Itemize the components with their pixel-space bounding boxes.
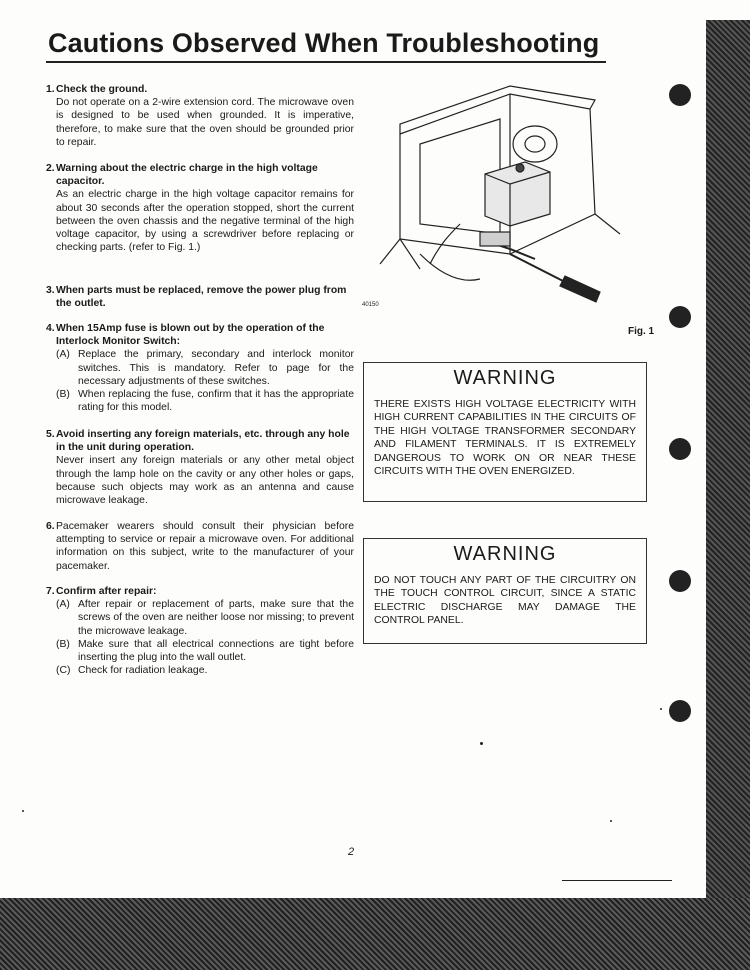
caution-item-5: [46, 428, 354, 507]
subitem-text: Replace the primary, secondary and interlock monitor switches. This is mandatory. Refer to page for the necessary adjustments of these switches.: [78, 349, 354, 387]
subitem-text: When replacing the fuse, confirm that it has the appropriate rating for this model.: [78, 389, 354, 414]
item-number: 5.: [46, 429, 55, 440]
warning-title: WARNING: [453, 367, 557, 389]
warning-title: WARNING: [453, 543, 557, 565]
screwdriver: [510, 254, 600, 302]
binder-hole: [669, 438, 691, 460]
item-number: 2.: [46, 163, 55, 174]
item-number: 4.: [46, 323, 55, 334]
item-heading: Check the ground.: [56, 84, 148, 95]
subitem: [56, 638, 354, 664]
scan-border-right: [706, 20, 750, 970]
item-number: 3.: [46, 285, 55, 296]
scan-speck: [480, 742, 483, 745]
caution-item-7: [46, 585, 354, 677]
item-heading: Avoid inserting any foreign materials, etc. through any hole in the unit during operation.: [56, 429, 350, 454]
subitem: [56, 598, 354, 638]
subitem-label: (A): [56, 599, 70, 611]
caution-item-3: [46, 284, 354, 310]
item-heading: Warning about the electric charge in the high voltage capacitor.: [56, 163, 318, 188]
item-body: As an electric charge in the high voltage capacitor remains for about 30 seconds after the operation stopped, short the current between the oven chassis and the negative terminal of the high voltage capacitor, by using a screwdriver before replacing or checking parts. (refer to Fig. 1.): [56, 189, 354, 254]
warning-box-high-voltage: [363, 362, 647, 502]
binder-hole: [669, 306, 691, 328]
subitem-label: (B): [56, 638, 70, 650]
item-heading: When parts must be replaced, remove the power plug from the outlet.: [56, 285, 347, 310]
warning-text: DO NOT TOUCH ANY PART OF THE CIRCUITRY ON THE TOUCH CONTROL CIRCUIT, SINCE A STATIC ELECTRIC DISCHARGE MAY DAMAGE THE CONTROL PANEL.: [374, 575, 636, 627]
scan-speck: [610, 820, 612, 822]
item-body: Pacemaker wearers should consult their physician before attempting to service or repair a microwave oven. For additional information on this subject, write to the manufacturer of your pacemaker.: [56, 521, 354, 572]
figure-caption: Fig. 1: [628, 326, 655, 337]
subitem-text: After repair or replacement of parts, make sure that the screws of the oven are neither loose nor missing; to prevent the microwave leakage.: [78, 599, 354, 637]
binder-hole: [669, 700, 691, 722]
scan-speck: [22, 810, 24, 812]
subitem-text: Make sure that all electrical connections are tight before inserting the plug into the wall outlet.: [78, 638, 354, 664]
subitem-label: (C): [56, 665, 71, 677]
item-heading: Confirm after repair:: [56, 586, 157, 597]
item-number: 1.: [46, 84, 55, 95]
warning-box-static: [363, 538, 647, 644]
page-number: 2: [348, 846, 355, 858]
subitem-text: Check for radiation leakage.: [78, 665, 208, 677]
scan-border-bottom: [0, 898, 750, 970]
capacitor-discharge-figure: [360, 64, 660, 326]
negative-terminal: [480, 232, 510, 246]
item-number: 6.: [46, 521, 55, 532]
caution-item-6: [46, 520, 354, 573]
subitem: [56, 348, 354, 388]
binder-hole: [669, 570, 691, 592]
caution-item-2: [46, 162, 354, 254]
warning-text: THERE EXISTS HIGH VOLTAGE ELECTRICITY WITH HIGH CURRENT CAPABILITIES IN THE CIRCUITS OF THE HIGH VOLTAGE TRANSFORMER SECONDARY AND FILAMENT TERMINALS. IT IS EXTREMELY DANGEROUS TO WORK ON OR NEAR THESE CIRCUITS WITH THE OVEN ENERGIZED.: [374, 399, 636, 478]
binder-hole: [669, 84, 691, 106]
scan-speck: [660, 708, 662, 710]
caution-item-4: [46, 322, 354, 414]
item-heading: When 15Amp fuse is blown out by the operation of the Interlock Monitor Switch:: [56, 323, 325, 348]
high-voltage-capacitor: [485, 162, 550, 226]
fan-housing: [513, 126, 557, 162]
subitem-label: (B): [56, 389, 70, 401]
title-underline: [46, 61, 606, 63]
page-title: Cautions Observed When Troubleshooting: [48, 28, 600, 58]
figure-part-label: 40150: [362, 302, 379, 308]
item-number: 7.: [46, 586, 55, 597]
scan-speck: [562, 880, 672, 881]
item-body: Do not operate on a 2-wire extension cord. The microwave oven is designed to be used when grounded. It is imperative, therefore, to make sure that the oven should be grounded prior to repair.: [56, 97, 354, 148]
subitem: [56, 388, 354, 414]
item-body: Never insert any foreign materials or any other metal object through the lamp hole on the cavity or any other holes or gaps, because such objects may work as an antenna and cause microwave leakage.: [56, 455, 354, 507]
subitem: [56, 664, 354, 677]
subitem-label: (A): [56, 349, 70, 361]
caution-item-1: [46, 83, 354, 149]
